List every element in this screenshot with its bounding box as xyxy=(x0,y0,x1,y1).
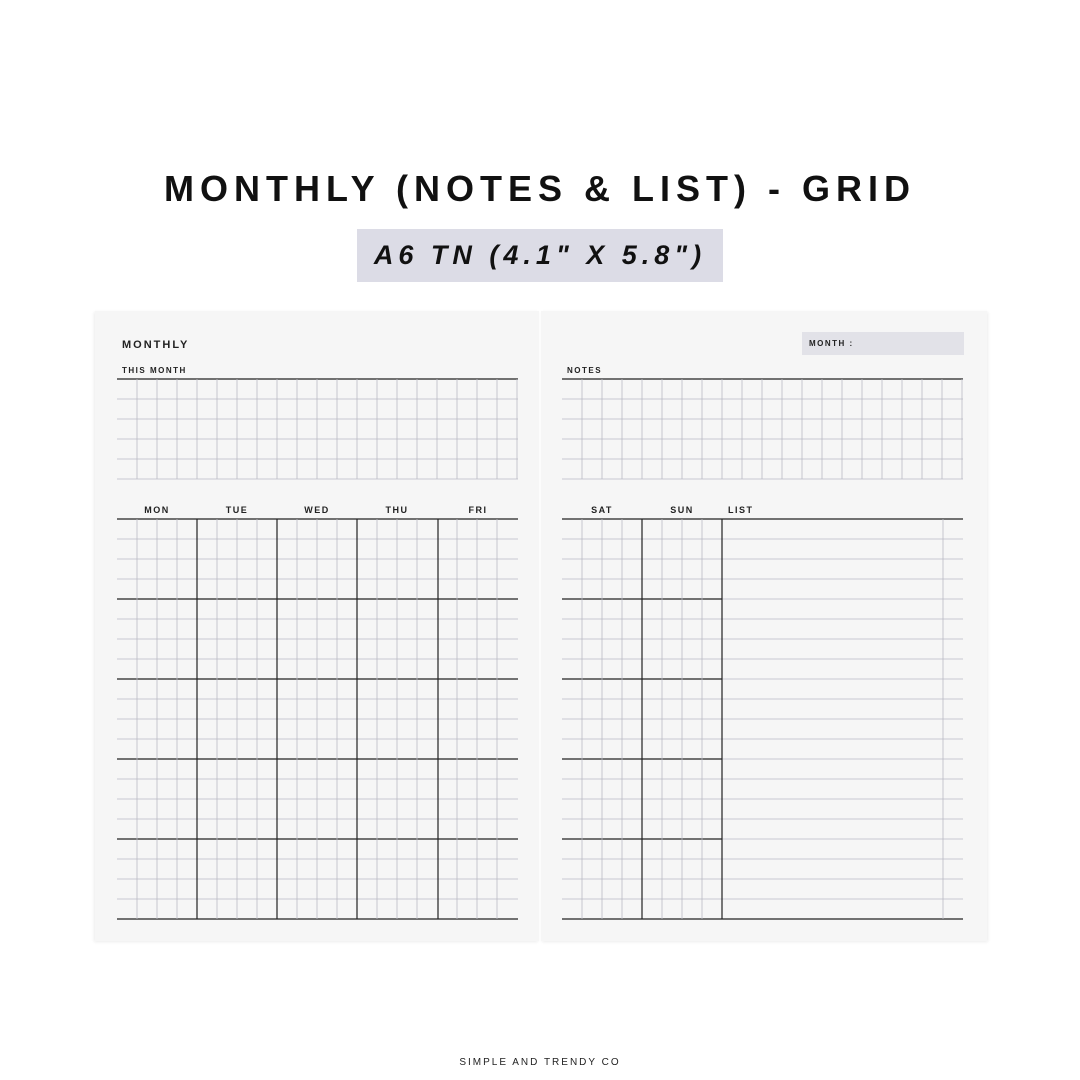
day-label-wed: WED xyxy=(304,505,330,515)
day-label-sun: SUN xyxy=(670,505,694,515)
monthly-heading: MONTHLY xyxy=(122,339,190,351)
size-badge: A6 TN (4.1" X 5.8") xyxy=(357,229,723,282)
this-month-label: THIS MONTH xyxy=(122,366,187,375)
day-label-tue: TUE xyxy=(225,505,249,515)
page-title: MONTHLY (NOTES & LIST) - GRID xyxy=(163,168,916,209)
day-label-fri: FRI xyxy=(468,505,488,515)
notes-label: NOTES xyxy=(567,366,603,375)
day-label-thu: THU xyxy=(385,505,409,515)
day-label-sat: SAT xyxy=(591,505,613,515)
brand-footer: SIMPLE AND TRENDY CO xyxy=(459,1057,621,1068)
list-label: LIST xyxy=(728,505,754,515)
day-label-mon: MON xyxy=(144,505,170,515)
month-field-label: MONTH : xyxy=(809,339,854,348)
